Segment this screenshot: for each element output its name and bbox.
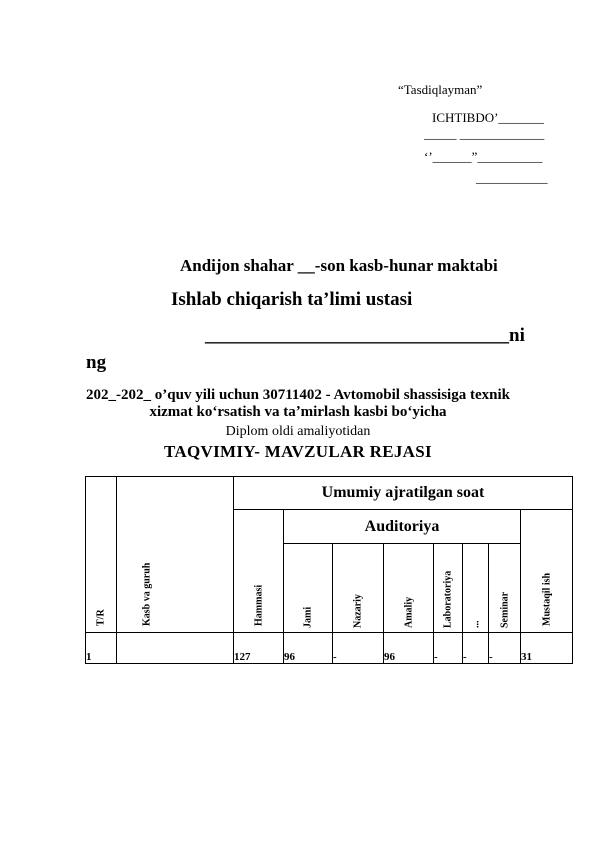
teacher-name-suffix: ng: [86, 352, 107, 373]
approval-title: “Tasdiqlayman”: [398, 82, 483, 97]
cell-amaliy: 96: [384, 633, 434, 664]
cell-nazariy: -: [333, 633, 384, 664]
header-auditoriya: Auditoriya: [284, 510, 521, 544]
year-line-1: 202_-202_ o’quv yili uchun 30711402 - Avtomobil shassisiga texnik: [86, 387, 510, 403]
cell-laboratoriya: -: [434, 633, 463, 664]
plan-table: [85, 476, 573, 664]
cell-jami: 96: [284, 633, 333, 664]
col-header-seminar: Seminar: [489, 544, 521, 633]
col-header-amaliy: Amaliy: [384, 544, 434, 633]
cell-extra: -: [463, 633, 489, 664]
practice-subtitle: Diplom oldi amaliyotidan: [225, 424, 371, 439]
approval-position: ICHTIBDO’_______: [432, 110, 544, 125]
col-header-mustaqil: Mustaqil ish: [521, 510, 573, 633]
cell-hammasi: 127: [234, 633, 284, 664]
col-header-kasb: Kasb va guruh: [117, 477, 234, 633]
col-header-laboratoriya: Laboratoriya: [434, 544, 463, 633]
table-row: [86, 633, 573, 664]
year-line-2: xizmat koʻrsatish va taʼmirlash kasbi boʻyicha: [149, 404, 447, 420]
col-header-tr: T/R: [86, 477, 117, 633]
teacher-name-line: ________________________________ni: [205, 325, 525, 346]
cell-kasb: [117, 633, 234, 664]
cell-seminar: -: [489, 633, 521, 664]
col-header-hammasi: Hammasi: [234, 510, 284, 633]
school-heading: Andijon shahar __-son kasb-hunar maktabi: [180, 256, 498, 275]
col-header-jami: Jami: [284, 544, 333, 633]
position-heading: Ishlab chiqarish ta’limi ustasi: [171, 289, 413, 310]
cell-mustaqil: 31: [521, 633, 573, 664]
approval-signature-line: _____ _____________: [424, 126, 545, 141]
col-header-nazariy: Nazariy: [333, 544, 384, 633]
header-total-hours: Umumiy ajratilgan soat: [234, 477, 573, 510]
approval-year-line: ___________: [476, 170, 548, 185]
approval-date-line: ‘’______”__________: [424, 149, 543, 164]
col-header-extra: ...: [463, 544, 489, 633]
cell-num: 1: [86, 633, 117, 664]
document-title: TAQVIMIY- MAVZULAR REJASI: [164, 442, 432, 461]
